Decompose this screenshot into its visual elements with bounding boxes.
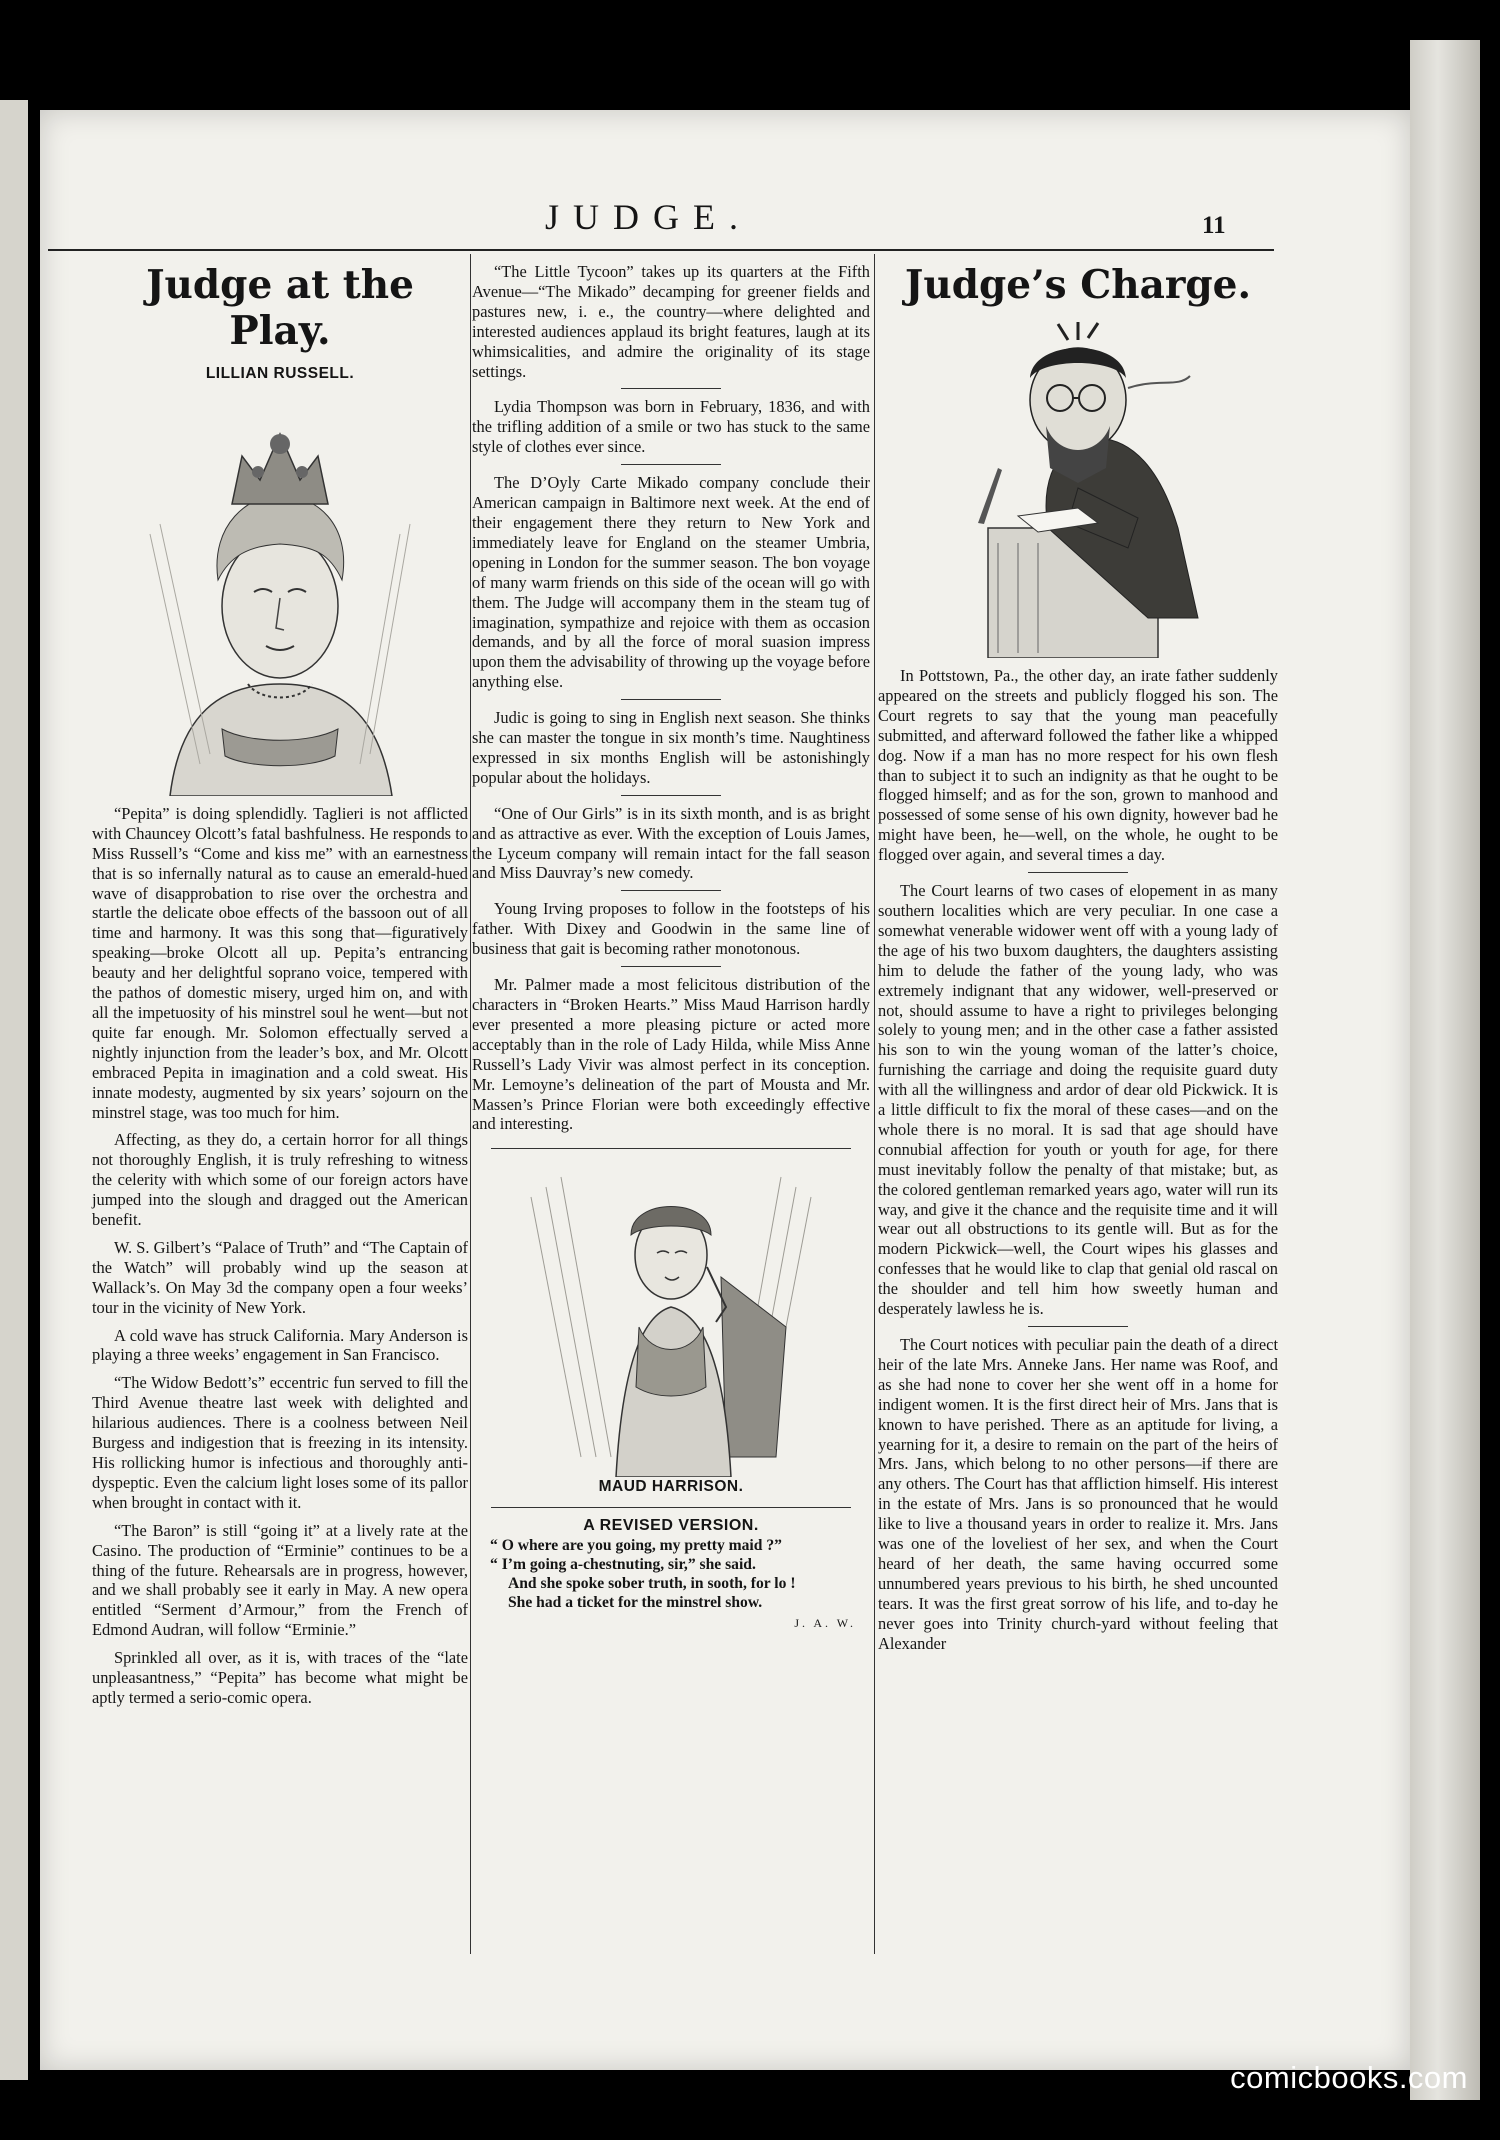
- separator-rule: [491, 1507, 851, 1508]
- paragraph: Young Irving proposes to follow in the footsteps of his father. With Dixey and Goodwin in the same line of business that gait is becoming rather monotonous.: [472, 899, 870, 959]
- paragraph: Mr. Palmer made a most felicitous distribution of the characters in “Broken Hearts.” Miss Maud Harrison hardly ever presented a more pleasing picture or acted more acceptably than in the role of Lady Hilda, while Miss Anne Russell’s Lady Vivir was almost perfect in its conception. Mr. Lemoyne’s delineation of the part of Mousta and Mr. Massen’s Prince Florian were both exceedingly effective and interesting.: [472, 975, 870, 1134]
- paragraph: Lydia Thompson was born in February, 1836, and with the trifling addition of a smile or two has stuck to the same style of clothes ever since.: [472, 397, 870, 457]
- column-rule-right: [874, 254, 875, 1954]
- paragraph: “One of Our Girls” is in its sixth month, and is as bright and as attractive as ever. With the exception of Louis James, the Lyceum company will remain intact for the fall season and Miss Dauvray’s new comedy.: [472, 803, 870, 883]
- portrait-caption-lillian-russell: LILLIAN RUSSELL.: [205, 365, 355, 382]
- paragraph: The Court learns of two cases of elopement in as many southern localities which are very peculiar. In one case a somewhat venerable widower went off with a young lady of the age of his two buxom daughters, the daughters assisting him to delude the father of the young lady, who was extremely indignant that any widower, well-preserved or not, should assume to have a right to privileges belonging solely to young men; and in the other case a father assisted his son to win the young woman of the latter’s choice, furnishing the carriage and doing the requisite guard duty with all the willingness and ardor of dear old Pickwick. It is a little difficult to fix the moral of these cases—and on the whole there is no moral. It is sad that age should have connubial affection for youth or youth for age, for there must inevitably follow the penalty of that mistake; but, as the colored gentleman remarked years ago, water will run its way, and give it the chance and the requisite time and it will wear out all obstructions to its gentle will. But as for the modern Pickwick—well, the Court wipes his glasses and confesses that he would like to clap that genial old rascal on the shoulder and tell him how sweetly human and desperately lawless he is.: [878, 881, 1278, 1319]
- paragraph: A cold wave has struck California. Mary Anderson is playing a three weeks’ engagement in San Francisco.: [92, 1325, 468, 1365]
- poem-line: She had a ticket for the minstrel show.: [508, 1594, 763, 1612]
- paragraph: Judic is going to sing in English next season. She thinks she can master the tongue in six month’s time. Naughtiness expressed in six months English will be astonishingly popular about the holidays.: [472, 708, 870, 787]
- separator-rule: [621, 388, 721, 389]
- poem-line: “ I’m going a-chestnuting, sir,” she said.: [490, 1556, 756, 1574]
- separator-rule: [621, 464, 721, 465]
- column-rule-left: [470, 254, 471, 1954]
- separator-rule: [621, 699, 721, 700]
- separator-rule: [621, 795, 721, 796]
- paragraph: W. S. Gilbert’s “Palace of Truth” and “The Captain of the Watch” will probably wind up the season at Wallack’s. On May 3d the company open a four weeks’ tour in the vicinity of New York.: [92, 1237, 468, 1317]
- lillian-russell-portrait-illustration: [130, 384, 430, 796]
- page-number: 11: [1202, 212, 1226, 239]
- paragraph: Affecting, as they do, a certain horror for all things not thoroughly English, it is truly refreshing to witness the celerity with which some of our foreign actors have jumped into the slough and dragged out the American benefit.: [92, 1130, 468, 1230]
- separator-rule: [621, 966, 721, 967]
- paragraph: The D’Oyly Carte Mikado company conclude their American campaign in Baltimore next week. At the end of their engagement there they return to New York and immediately leave for England on the steamer Umbria, opening in London for the summer season. The bon voyage of many warm friends on this side of the ocean will go with them. The Judge will accompany them in the steam tug of imagination, sympathize and rejoice with them as occasion demands, and by all the force of moral suasion impress upon them the advisability of throwing up the voyage before anything else.: [472, 473, 870, 692]
- masthead: JUDGE.: [545, 197, 752, 237]
- poem-signature: J. A. W.: [794, 1616, 856, 1631]
- paragraph: In Pottstown, Pa., the other day, an irate father suddenly appeared on the streets and publicly flogged his son. The Court regrets to say that the young man peacefully submitted, and afterward followed the father like a whipped dog. Now if a man has no more respect for his own flesh than to subject it to such an indignity as that he ought to be flogged himself; and as for the son, grown to manhood and possessed of some sense of his own dignity, however bad he might have been, he—well, on the whole, he ought to be flogged over again, and several times a day.: [878, 666, 1278, 865]
- separator-rule: [1028, 1326, 1128, 1327]
- watermark: comicbooks.com: [1230, 2060, 1468, 2095]
- paragraph: Sprinkled all over, as it is, with traces of the “late unpleasantness,” “Pepita” has become what might be aptly termed a serio-comic opera.: [92, 1648, 468, 1707]
- page-stack-edge: [1410, 40, 1480, 2100]
- paragraph: “The Baron” is still “going it” at a lively rate at the Casino. The production of “Erminie” continues to be a thing of the future. Rehearsals are in progress, however, and we shall probably see it early in May. A new opera entitled “Serment d’Armour,” from the French of Edmond Audran, will follow “Erminie.”: [92, 1520, 468, 1640]
- poem-title: A REVISED VERSION.: [583, 1517, 759, 1535]
- paragraph: “Pepita” is doing splendidly. Taglieri is not afflicted with Chauncey Olcott’s fatal bashfulness. He responds to Miss Russell’s “Come and kiss me” with an earnestness that is so infernally natural as to cause an emerald-hued wave of disapprobation to rise over the orchestra and startle the delicate oboe effects of the bassoon out of all time and harmony. It was this song that—figuratively speaking—broke Olcott all up. Pepita’s entrancing beauty and her delightful soprano voice, tempered with the pathos of domestic misery, urged him on, and with all the impetuosity of his minstrel soul he went—but not quite far enough. Mr. Solomon effectually served a nightly injunction from the leader’s box, and Mr. Olcott embraced Pepita in imagination and a cold sweat. His innate modesty, augmented by six years’ sojourn on the minstrel stage, was too much for him.: [92, 803, 468, 1122]
- section-title-judges-charge: Judge’s Charge.: [904, 262, 1252, 308]
- facing-page-edge: [0, 100, 28, 2080]
- column-left: [92, 262, 468, 1708]
- paragraph: “The Little Tycoon” takes up its quarters at the Fifth Avenue—“The Mikado” decamping for greener fields and pastures new, i. e., the country—where delighted and interested audiences applaud its bright features, laugh at its whimsicalities, and admire the originality of its stage settings.: [472, 262, 870, 381]
- header-rule: [48, 249, 1274, 251]
- poem-line: And she spoke sober truth, in sooth, for lo !: [508, 1575, 796, 1593]
- judge-caricature-illustration: [928, 318, 1228, 658]
- paragraph: The Court notices with peculiar pain the death of a direct heir of the late Mrs. Anneke Jans. Her name was Roof, and as she had none to cover her she went off in a home for indigent women. It is the first direct heir of Mrs. Jans that is known to have perished. There as an aptitude for living, a yearning for it, a desire to remain on the part of the heirs of Mrs. Jans, which belong to no other persons—if there are any others. The Court has that affliction himself. His interest in the estate of Mrs. Jans is so pronounced that he would like to live a thousand years in order to realize it. Mrs. Jans was one of the loveliest of her sex, and when the Court heard of her death, the same having occurred some unnumbered years previous to his birth, he shed uncounted tears. It was the first great sorrow of his life, and to-day he never goes into Trinity church-yard without feeling that Alexander: [878, 1335, 1278, 1653]
- separator-rule: [1028, 872, 1128, 873]
- paragraph: “The Widow Bedott’s” eccentric fun served to fill the Third Avenue theatre last week with delighted and hilarious audiences. There is a coolness between Neil Burgess and indigestion that is freezing in its intensity. His rollicking humor is infectious and thoroughly anti-dyspeptic. Even the calcium light loses some of its pallor when brought in contact with it.: [92, 1373, 468, 1512]
- separator-rule: [491, 1148, 851, 1149]
- column-middle: [472, 262, 870, 1634]
- column-right: [878, 262, 1278, 1654]
- poem-line: “ O where are you going, my pretty maid ?”: [490, 1537, 782, 1555]
- maud-harrison-portrait-illustration: [521, 1157, 821, 1477]
- poem: [472, 1536, 870, 1612]
- separator-rule: [621, 890, 721, 891]
- section-title-judge-at-the-play: Judge at the Play.: [146, 262, 414, 354]
- portrait-caption-maud-harrison: MAUD HARRISON.: [598, 1478, 744, 1496]
